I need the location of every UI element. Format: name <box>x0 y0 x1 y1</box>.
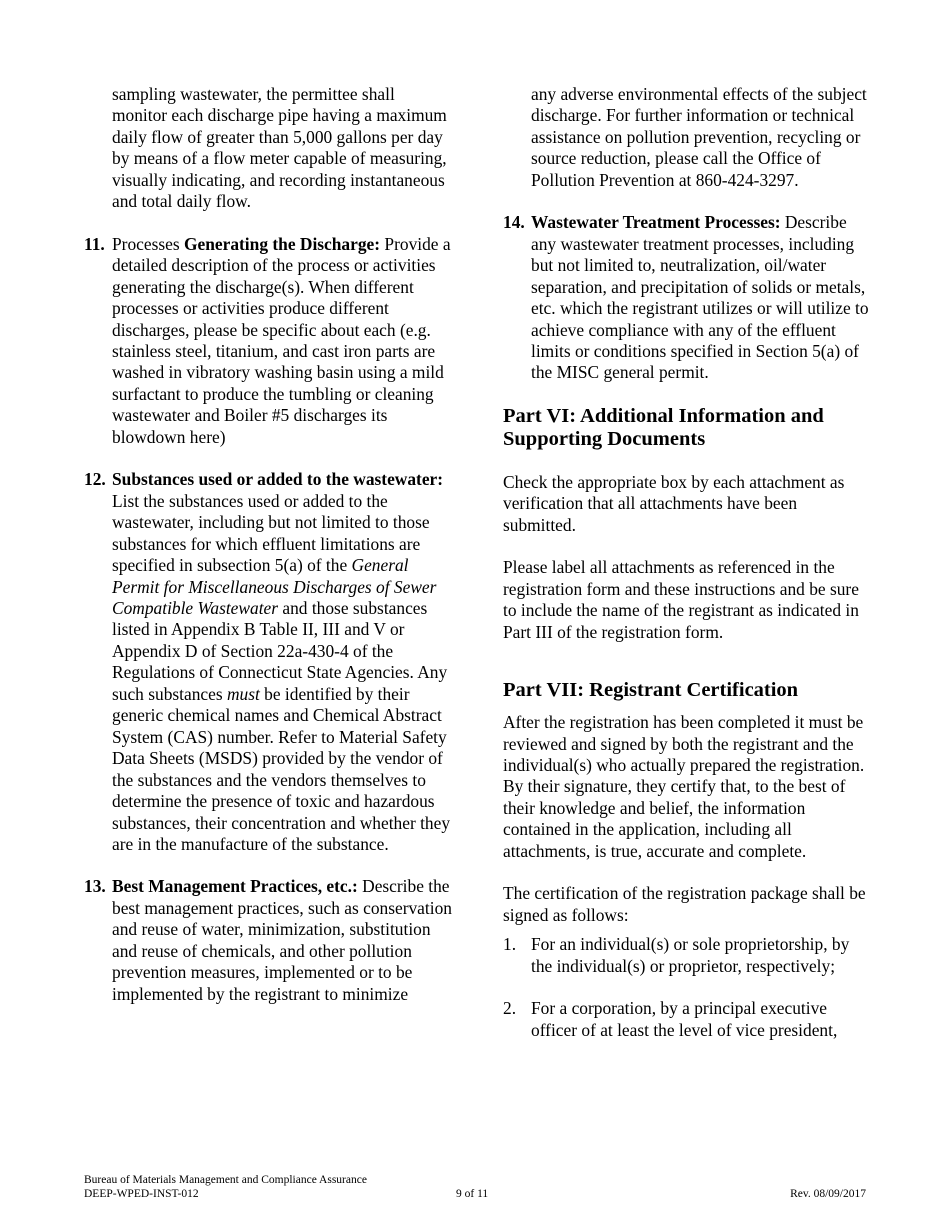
footer-doc-id: DEEP-WPED-INST-012 <box>84 1187 199 1200</box>
item-heading: Substances used or added to the wastewater: <box>112 469 444 490</box>
item-body: Provide a detailed description of the process or activities generating the discharge(s). When different processes or activities produce different discharges, please be specific about each (e.g. stainless steel, titanium, and cast iron parts are washed in vibratory washing basin using a mild surfactant to produce the tumbling or cleaning wastewater and Boiler #5 discharges its blowdown here) <box>112 233 451 447</box>
instruction-item-14 <box>503 212 873 384</box>
instruction-item-12 <box>84 469 454 855</box>
list-number: 2. <box>503 998 517 1019</box>
instruction-item-13 <box>84 876 454 1005</box>
list-number: 1. <box>503 934 517 955</box>
part6-paragraph-2: Please label all attachments as referenced in the registration form and these instructions and be sure to include the name of the registrant as indicated in Part III of the registration form. <box>503 557 859 642</box>
item-body-part1: List the substances used or added to the wastewater, including but not limited to those substances for which effluent limitations are specified in subsection 5(a) of the <box>112 490 430 576</box>
item-number: 14. <box>503 212 525 233</box>
part6-heading: Part VI: Additional Information and Supporting Documents <box>503 404 824 450</box>
signature-list-item-1 <box>503 934 873 977</box>
item-number: 11. <box>84 233 105 254</box>
item-body: Describe the best management practices, such as conservation and reuse of water, minimization, substitution and reuse of chemicals, and other pollution prevention measures, implemented or to be implemented by the registrant to minimize <box>112 876 452 1004</box>
item-body: Describe any wastewater treatment processes, including but not limited to, neutralization, oil/water separation, and precipitation of solids or metals, etc. which the registrant utilizes or will utilize to achieve compliance with any of the effluent limits or conditions specified in Section 5(a) of the MISC general permit. <box>531 212 869 383</box>
left-column <box>84 84 454 1005</box>
continued-paragraph: sampling wastewater, the permittee shall monitor each discharge pipe having a maximum daily flow of greater than 5,000 gallons per day by means of a flow meter capable of measuring, visually indicating, and recording instantaneous and total daily flow. <box>112 84 447 212</box>
right-column <box>503 84 873 1041</box>
footer-revision: Rev. 08/09/2017 <box>790 1187 866 1200</box>
footer-bureau: Bureau of Materials Management and Compliance Assurance <box>84 1174 367 1186</box>
list-text: For a corporation, by a principal executive officer of at least the level of vice president, <box>531 998 838 1040</box>
page-footer <box>84 1174 866 1201</box>
list-text: For an individual(s) or sole proprietorship, by the individual(s) or proprietor, respectively; <box>531 934 850 976</box>
part7-paragraph-2: The certification of the registration package shall be signed as follows: <box>503 883 866 925</box>
signature-list-item-2 <box>503 998 873 1041</box>
part7-paragraph-1: After the registration has been completed it must be reviewed and signed by both the registrant and the individual(s) who actually prepared the registration. By their signature, they certify that, to the best of their knowledge and belief, the information contained in the application, including all attachments, is true, accurate and complete. <box>503 712 865 861</box>
item-body-part2: and those substances listed in Appendix B Table II, III and V or Appendix D of Section 22a-430-4 of the Regulations of Connecticut State Agencies. Any such substances <box>112 597 448 704</box>
item-heading: Generating the Discharge: <box>183 233 381 254</box>
continued-paragraph: any adverse environmental effects of the subject discharge. For further information or technical assistance on pollution prevention, recycling or source reduction, please call the Office of Pollution Prevention at 860-424-3297. <box>531 84 867 190</box>
item-number: 13. <box>84 876 106 897</box>
footer-page-number: 9 of 11 <box>456 1187 489 1200</box>
item-number: 12. <box>84 469 106 490</box>
item-prefix: Processes <box>112 233 184 254</box>
permit-title: General Permit for Miscellaneous Discharges of Sewer Compatible Wastewater <box>112 555 437 618</box>
item-heading: Best Management Practices, etc.: <box>112 876 358 897</box>
item-heading: Wastewater Treatment Processes: <box>531 212 781 233</box>
emphasis-must: must <box>226 683 260 704</box>
item-body-part3: be identified by their generic chemical names and Chemical Abstract System (CAS) number. Refer to Material Safety Data Sheets (MSDS) provided by the vendor of the substances and the vendors themselves to determine the presence of toxic and hazardous substances, their concentration and whether they are in the manufacture of the substance. <box>112 683 451 854</box>
part6-paragraph-1: Check the appropriate box by each attachment as verification that all attachments have been submitted. <box>503 471 845 535</box>
instruction-item-11 <box>84 234 454 449</box>
part7-heading: Part VII: Registrant Certification <box>503 679 799 702</box>
